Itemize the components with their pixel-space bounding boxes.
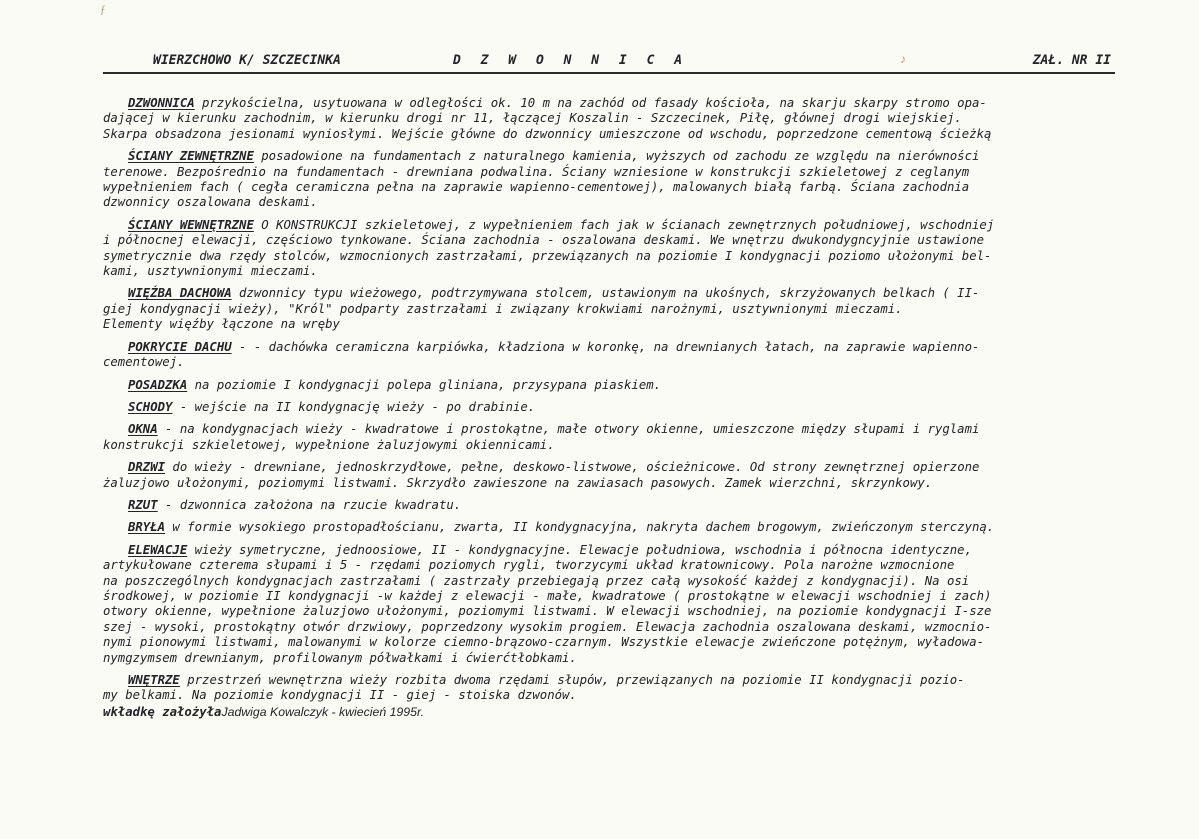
section-line xyxy=(103,286,1133,301)
section-heading: ŚCIANY WEWNĘTRZNE xyxy=(128,217,254,232)
section-text: giej kondygnacji wieży), "Król" podparty zastrzałami i związany krokwiami narożnymi, usztywnionymi mieczami. xyxy=(103,301,903,316)
section-line xyxy=(103,520,1133,535)
section-line xyxy=(103,195,1133,210)
section-heading: ŚCIANY ZEWNĘTRZNE xyxy=(128,149,254,164)
section-text: środkowej, w poziomie II kondygnacji -w każdej z elewacji - małe, kwadratowe ( prostokątne w elewacji wschodniej i zach) xyxy=(103,588,992,603)
signature-line xyxy=(103,705,1133,720)
section-line xyxy=(103,127,1133,142)
section-text: Skarpa obsadzona jesionami wyniosłymi. Wejście główne do dzwonnicy umieszczone od wschodu, poprzedzone cementową ścieżką xyxy=(103,126,992,141)
section xyxy=(103,498,1133,513)
section-heading: SCHODY xyxy=(128,399,173,414)
section-text: - - dachówka ceramiczna karpiówka, kładziona w koronkę, na drewnianych łatach, na zaprawie wapienno- xyxy=(231,339,980,354)
section-text: na poszczególnych kondygnacjach zastrzałami ( zastrzały przebiegają przez całą wysokość każdej z kondygnacji). Na osi xyxy=(103,573,970,588)
section-line xyxy=(103,688,1133,703)
section xyxy=(103,218,1133,280)
section xyxy=(103,378,1133,393)
section xyxy=(103,673,1133,704)
header-annex-number: ZAŁ. NR II xyxy=(1032,53,1111,68)
section-line xyxy=(103,218,1133,233)
section-text: kami, usztywnionymi mieczami. xyxy=(103,264,318,279)
section xyxy=(103,520,1133,535)
section-text: wypełnieniem fach ( cegła ceramiczna pełna na zaprawie wapienno-cementowej), malowanych białą farbą. Ściana zachodnia xyxy=(103,180,970,195)
section-heading: POKRYCIE DACHU xyxy=(128,339,232,354)
section-line xyxy=(103,604,1133,619)
section xyxy=(103,422,1133,453)
section-text: dającej w kierunku zachodnim, w kierunku drogi nr 11, łączącej Koszalin - Szczecinek, Piłę, głównej drogi wiejskiej. xyxy=(103,111,962,126)
section-line xyxy=(103,378,1133,393)
section xyxy=(103,286,1133,332)
section-line xyxy=(103,317,1133,332)
section-line xyxy=(103,498,1133,513)
section-line xyxy=(103,543,1133,558)
section-text: przestrzeń wewnętrzna wieży rozbita dwoma rzędami słupów, przewiązanych na poziomie II kondygnacji pozio- xyxy=(179,673,965,687)
section-text: i północnej elewacji, częściowo tynkowane. Ściana zachodnia - oszalowana deskami. We wnętrzu dwukondygncyjnie ustawione xyxy=(103,233,984,248)
section-text: otwory okienne, wypełnione żaluzjowo ułożonymi, poziomymi listwami. W elewacji wschodniej, na poziomie kondygnacji I-sze xyxy=(103,604,992,619)
section-text: posadowione na fundamentach z naturalnego kamienia, wyższych od zachodu ze względu na nierówności xyxy=(253,149,980,164)
signature-label: wkładkę założyła xyxy=(103,704,222,719)
section-line xyxy=(103,149,1133,164)
section-line xyxy=(103,165,1133,180)
section-text: Elementy więźby łączone na wręby xyxy=(103,317,340,332)
header-location: WIERZCHOWO K/ SZCZECINKA xyxy=(153,53,341,68)
ink-mark: ♪ xyxy=(900,52,906,66)
section xyxy=(103,149,1133,211)
section-text: konstrukcji szkieletowej, wypełnione żaluzjowymi okiennicami. xyxy=(103,437,555,452)
section-text: w formie wysokiego prostopadłościanu, zwarta, II kondygnacyjna, nakryta dachem brogowym, zwieńczonym sterczyną. xyxy=(165,520,995,535)
header-title: D Z W O N N I C A xyxy=(453,53,689,68)
section xyxy=(103,340,1133,371)
section-line xyxy=(103,233,1133,248)
section-text: do wieży - drewniane, jednoskrzydłowe, pełne, deskowo-listwowe, ościeżnicowe. Od strony zewnętrznej opierzone xyxy=(165,460,980,475)
section-line xyxy=(103,673,1133,688)
section-line xyxy=(103,651,1133,666)
section-text: dzwonnicy typu wieżowego, podtrzymywana stolcem, ustawionym na ukośnych, skrzyżowanych belkach ( II- xyxy=(231,286,980,301)
section-text: terenowe. Bezpośrednio na fundamentach - drewniana podwalina. Ściany wzniesione w konstrukcji szkieletowej z ceglanym xyxy=(103,164,970,179)
document-body xyxy=(103,96,1133,720)
section-line xyxy=(103,635,1133,650)
section-text: my belkami. Na poziomie kondygnacji II - giej - stoiska dzwonów. xyxy=(103,688,577,703)
section-text: symetrycznie dwa rzędy stolców, wzmocnionych zastrzałami, przewiązanych na poziomie I kondygnacji poziomo ułożonymi bel- xyxy=(103,248,992,263)
header-rule xyxy=(103,72,1115,74)
section-text: - dzwonnica założona na rzucie kwadratu. xyxy=(157,497,462,512)
section-heading: ELEWACJE xyxy=(128,542,188,557)
section-heading: DRZWI xyxy=(128,460,166,475)
section-heading: POSADZKA xyxy=(128,377,188,392)
section-line xyxy=(103,340,1133,355)
section-text: żaluzjowo ułożonymi, poziomymi listwami. Skrzydło zawieszone na zawiasach pasowych. Zamek wierzchni, skrzynkowy. xyxy=(103,475,933,490)
section-heading: RZUT xyxy=(128,497,158,512)
section-line xyxy=(103,249,1133,264)
section-line xyxy=(103,302,1133,317)
section xyxy=(103,543,1133,666)
pencil-mark: ƒ xyxy=(100,2,106,16)
section-heading: WIĘŹBA DACHOWA xyxy=(128,286,232,301)
section-text: szej - wysoki, prostokątny otwór drzwiowy, poprzedzony wysokim progiem. Elewacja zachodnia oszalowana deskami, wzmocnio- xyxy=(103,619,992,634)
section-line xyxy=(103,422,1133,437)
section-line xyxy=(103,620,1133,635)
section-text: artykułowane czterema słupami i 5 - rzędami poziomych rygli, tworzycymi układ kratownicowy. Pola narożne wzmocnione xyxy=(103,558,955,573)
section-line xyxy=(103,460,1133,475)
section-line xyxy=(103,264,1133,279)
section-line xyxy=(103,180,1133,195)
section-line xyxy=(103,111,1133,126)
section-text: - wejście na II kondygnację wieży - po drabinie. xyxy=(172,399,536,414)
section-heading: OKNA xyxy=(128,422,158,437)
section-heading: DZWONNICA xyxy=(128,96,195,110)
section-text: O KONSTRUKCJI szkieletowej, z wypełnieniem fach jak w ścianach zewnętrznych południowej, wschodniej xyxy=(253,217,995,232)
section-heading: BRYŁA xyxy=(128,520,166,535)
section-line xyxy=(103,355,1133,370)
section-line xyxy=(103,589,1133,604)
section xyxy=(103,96,1133,142)
section-text: - na kondygnacjach wieży - kwadratowe i prostokątne, małe otwory okienne, umieszczone między słupami i ryglami xyxy=(157,422,980,437)
section-text: nymgzymsem drewnianym, profilowanym półwałkami i ćwierćtłobkami. xyxy=(103,650,577,665)
section-text: na poziomie I kondygnacji polepa gliniana, przysypana piaskiem. xyxy=(187,377,662,392)
section-text: cementowej. xyxy=(103,355,185,370)
section xyxy=(103,400,1133,415)
section-line xyxy=(103,96,1133,111)
section-line xyxy=(103,558,1133,573)
section-text: nymi pionowymi listwami, malowanymi w kolorze ciemno-brązowo-czarnym. Wszystkie elewacje zwieńczone potężnym, wyładowa- xyxy=(103,635,984,650)
section xyxy=(103,460,1133,491)
section-text: wieży symetryczne, jednoosiowe, II - kondygnacyjne. Elewacje południowa, wschodnia i północna identyczne, xyxy=(187,542,972,557)
signature-author: Jadwiga Kowalczyk - kwiecień 1995r. xyxy=(221,704,425,719)
section-heading: WNĘTRZE xyxy=(128,673,180,687)
section-line xyxy=(103,574,1133,589)
section-line xyxy=(103,400,1133,415)
section-text: dzwonnicy oszalowana deskami. xyxy=(103,195,318,210)
section-line xyxy=(103,476,1133,491)
section-text: przykościelna, usytuowana w odległości ok. 10 m na zachód od fasady kościoła, na skarju skarpy stromo opa- xyxy=(194,96,987,110)
section-line xyxy=(103,438,1133,453)
